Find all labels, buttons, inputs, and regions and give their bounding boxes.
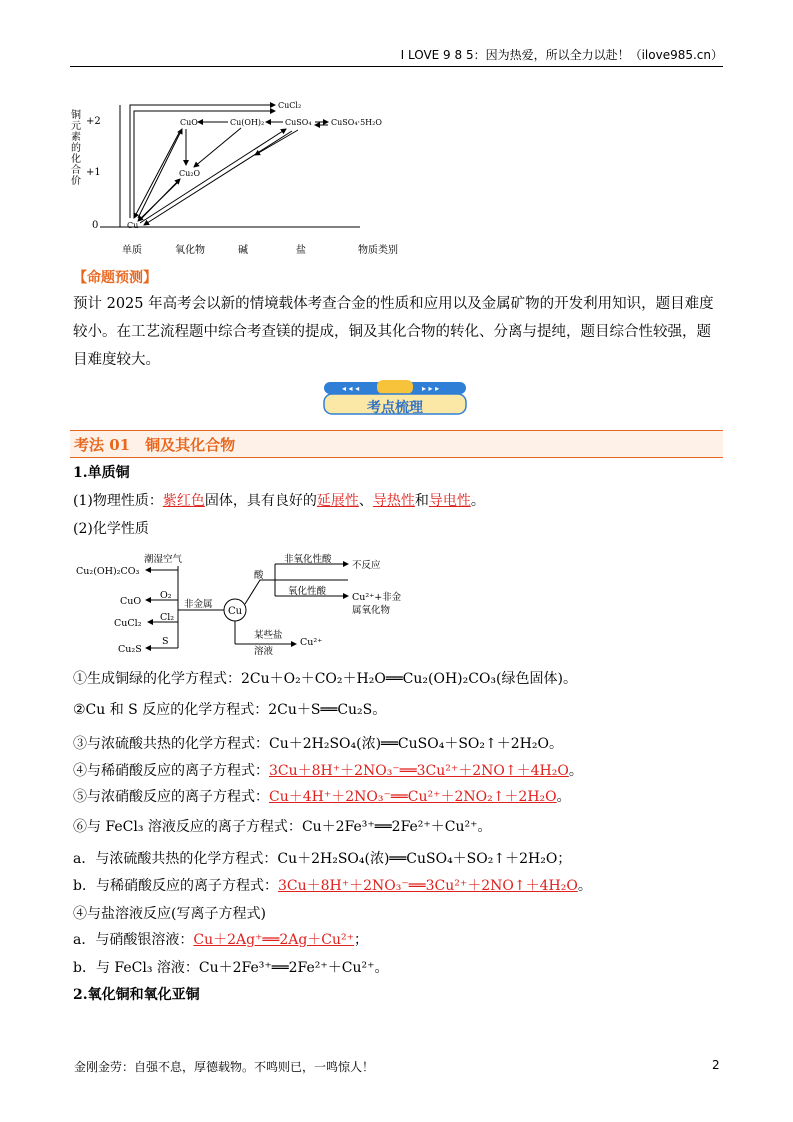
- equation-line: [73, 669, 577, 689]
- equation-line: [73, 958, 389, 978]
- equation-body: Cu＋4H⁺＋2NO₃⁻══Cu²⁺＋2NO₂↑＋2H₂O: [269, 789, 557, 805]
- badge-title: 考点梳理: [367, 400, 423, 416]
- ytick-zero: 0: [92, 220, 99, 231]
- d2-cu: Cu: [228, 606, 243, 617]
- d2-salt1: 某些盐: [254, 630, 283, 641]
- xtick-category: 物质类别: [358, 245, 398, 256]
- xtick-base: 碱: [238, 245, 248, 256]
- equation-prefix: a．与浓硫酸共热的化学方程式：: [73, 851, 278, 867]
- node-cuso4: CuSO₄: [285, 118, 312, 127]
- equation-body: Cu＋2Fe³⁺══2Fe²⁺＋Cu²⁺。: [301, 819, 492, 835]
- node-cuo: CuO: [180, 118, 198, 127]
- svg-text:▸ ▸ ▸: ▸ ▸ ▸: [422, 384, 440, 393]
- node-cuoh2: Cu(OH)₂: [230, 118, 265, 127]
- equation-body: Cu＋2Ag⁺══2Ag＋Cu²⁺: [193, 932, 355, 948]
- equation-prefix: ③与浓硫酸共热的化学方程式：: [73, 736, 269, 752]
- equation-body: 2Cu＋O₂＋CO₂＋H₂O══Cu₂(OH)₂CO₃(绿色固体)。: [241, 671, 577, 687]
- d2-ox-acid: 氧化性酸: [288, 586, 327, 597]
- equation-line: [73, 817, 492, 837]
- equation-line: [73, 761, 583, 781]
- copper-reaction-diagram: [70, 548, 420, 663]
- equation-prefix: b．与 FeCl₃ 溶液：: [73, 960, 199, 976]
- prediction-text: 预计 2025 年高考会以新的情境载体考查合金的性质和应用以及金属矿物的开发利用知识，题目难度较小。在工艺流程题中综合考查镁的提成，铜及其化合物的转化、分离与提纯，题目综合性较强，题目难度较大。: [73, 296, 714, 368]
- d2-product1: Cu²⁺+非金: [352, 592, 402, 603]
- node-cu2o: Cu₂O: [179, 169, 201, 178]
- equation-tail: 。: [577, 878, 592, 894]
- page-header: I LOVE 9 8 5：因为热爱，所以全力以赴！（ilove985.cn）: [70, 46, 723, 67]
- d2-cucl2: CuCl₂: [114, 618, 142, 629]
- xtick-oxide: 氧化物: [175, 245, 205, 256]
- equation-line: [73, 904, 266, 924]
- equation-body: Cu＋2H₂SO₄(浓)══CuSO₄＋SO₂↑＋2H₂O；: [277, 851, 572, 867]
- d2-salt2: 溶液: [254, 646, 274, 657]
- equation-tail: 。: [568, 763, 583, 779]
- equation-prefix: ①生成铜绿的化学方程式：: [73, 671, 241, 687]
- equation-prefix: a．与硝酸银溶液：: [73, 932, 194, 948]
- d2-cu2oh2co3: Cu₂(OH)₂CO₃: [76, 566, 140, 577]
- equation-line: [73, 700, 386, 720]
- d2-non-ox-acid: 非氧化性酸: [284, 554, 332, 565]
- xtick-element: 单质: [122, 245, 142, 256]
- page-number: 2: [712, 1058, 720, 1072]
- d2-cuo: CuO: [120, 596, 142, 607]
- equation-body: Cu＋2Fe³⁺══2Fe²⁺＋Cu²⁺。: [198, 960, 389, 976]
- node-cuso4-5h2o: CuSO₄·5H₂O: [331, 118, 382, 127]
- equation-body: 3Cu＋8H⁺＋2NO₃⁻══3Cu²⁺＋2NO↑＋4H₂O: [277, 878, 578, 894]
- d2-o2: O₂: [160, 590, 172, 601]
- s1-chemical: (2)化学性质: [73, 521, 149, 537]
- equation-prefix: ②Cu 和 S 反应的化学方程式：: [73, 702, 269, 718]
- equation-tail: ；: [354, 932, 369, 948]
- xtick-salt: 盐: [296, 245, 306, 256]
- d2-cu2s: Cu₂S: [118, 644, 142, 655]
- footer-motto: 金刚金劳：自强不息，厚德载物。不鸣则已，一鸣惊人！: [74, 1060, 375, 1074]
- equation-line: [73, 876, 592, 896]
- node-cucl2: CuCl₂: [278, 101, 302, 110]
- equation-prefix: ④与稀硝酸反应的离子方程式：: [73, 763, 269, 779]
- d2-acid: 酸: [254, 570, 264, 581]
- d2-cu2plus: Cu²⁺: [300, 637, 323, 648]
- equation-tail: 。: [556, 789, 571, 805]
- equation-prefix: ⑤与浓硝酸反应的离子方程式：: [73, 789, 269, 805]
- d2-nonmetal: 非金属: [184, 599, 213, 610]
- d2-product2: 属氧化物: [352, 605, 391, 616]
- equation-body: 3Cu＋8H⁺＋2NO₃⁻══3Cu²⁺＋2NO↑＋4H₂O: [269, 763, 569, 779]
- equation-body: Cu＋2H₂SO₄(浓)══CuSO₄＋SO₂↑＋2H₂O。: [269, 736, 563, 752]
- copper-valence-diagram: [70, 95, 410, 260]
- svg-text:◂ ◂ ◂: ◂ ◂ ◂: [342, 384, 360, 393]
- y-axis-label: 铜元素的化合价: [68, 109, 80, 186]
- s2-title: 2.氧化铜和氧化亚铜: [73, 987, 200, 1003]
- equation-prefix: ⑥与 FeCl₃ 溶液反应的离子方程式：: [73, 819, 302, 835]
- equation-prefix: ④与盐溶液反应(写离子方程式): [73, 906, 266, 922]
- d2-cl2: Cl₂: [160, 612, 175, 623]
- d2-no-reaction: 不反应: [352, 560, 381, 571]
- equation-line: [73, 734, 563, 754]
- d2-moist-air: 潮湿空气: [144, 554, 183, 565]
- equation-line: [73, 930, 368, 950]
- s1-physical: (1)物理性质：紫红色固体，具有良好的延展性、导热性和导电性。: [73, 493, 485, 509]
- equation-line: [73, 787, 571, 807]
- prediction-label: 【命题预测】: [73, 270, 157, 286]
- section-heading: 考法 01 铜及其化合物: [70, 430, 723, 458]
- node-cu: Cu: [127, 221, 139, 230]
- s1-title: 1.单质铜: [73, 465, 130, 481]
- d2-s: S: [162, 636, 169, 647]
- equation-body: 2Cu＋S══Cu₂S。: [268, 702, 387, 718]
- ytick-plus1: +1: [86, 167, 101, 178]
- equation-line: [73, 849, 571, 869]
- equation-prefix: b．与稀硝酸反应的离子方程式：: [73, 878, 278, 894]
- ytick-plus2: +2: [86, 116, 101, 127]
